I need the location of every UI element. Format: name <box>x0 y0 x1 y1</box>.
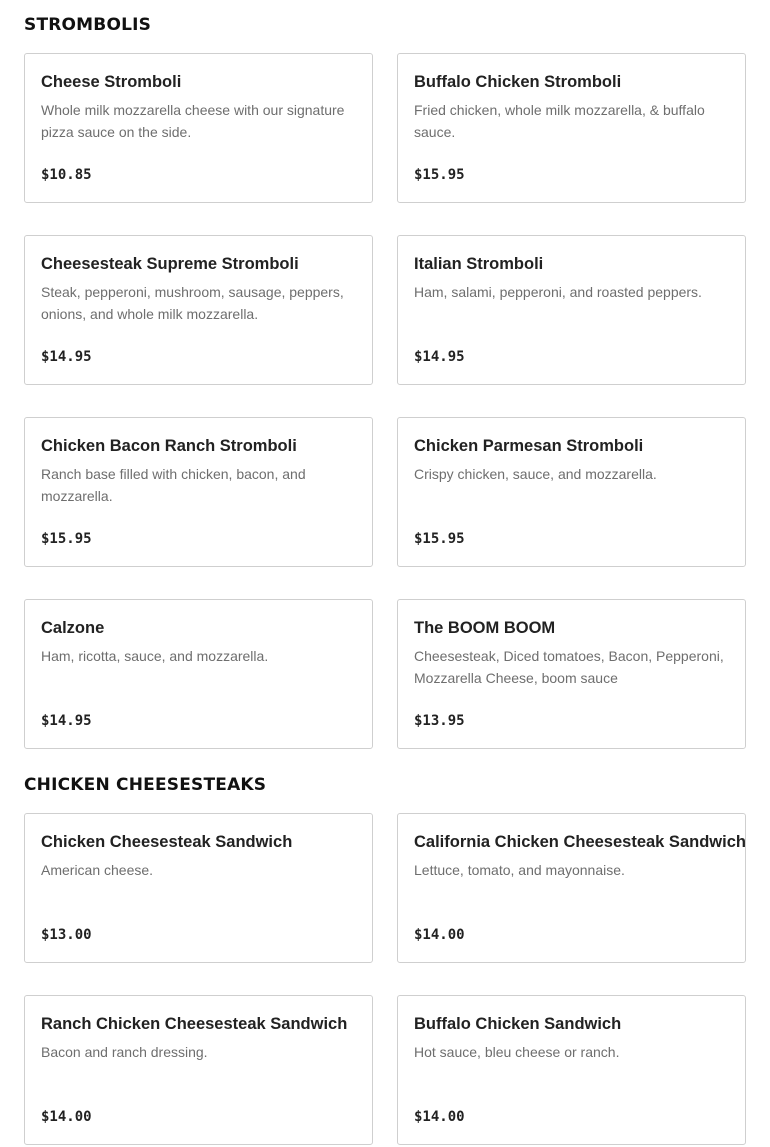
menu-item-description: Cheesesteak, Diced tomatoes, Bacon, Pepperoni, Mozzarella Cheese, boom sauce <box>414 648 724 686</box>
menu-item-card[interactable] <box>397 995 746 1145</box>
menu-item-price: $14.00 <box>414 927 465 943</box>
menu-item-name: Buffalo Chicken Sandwich <box>414 1015 622 1033</box>
menu-item-description: Fried chicken, whole milk mozzarella, & buffalo sauce. <box>414 102 705 140</box>
menu-item-card[interactable] <box>24 599 373 749</box>
chicken-cheesesteaks-menu-grid <box>24 813 746 1145</box>
menu-item-name: Buffalo Chicken Stromboli <box>414 73 622 91</box>
menu-item-description: Crispy chicken, sauce, and mozzarella. <box>414 466 657 482</box>
menu-item-name: Cheesesteak Supreme Stromboli <box>41 255 299 273</box>
menu-item-name: California Chicken Cheesesteak Sandwich <box>414 833 746 851</box>
menu-item-description: Ranch base filled with chicken, bacon, and mozzarella. <box>41 466 306 504</box>
menu-item-name: Calzone <box>41 619 105 637</box>
menu-item-card[interactable] <box>24 417 373 567</box>
menu-item-price: $15.95 <box>414 167 465 183</box>
strombolis-menu-grid <box>24 53 746 749</box>
menu-item-card[interactable] <box>397 417 746 567</box>
menu-item-card[interactable] <box>397 813 746 963</box>
menu-item-card[interactable] <box>24 995 373 1145</box>
menu-item-name: The BOOM BOOM <box>414 619 556 637</box>
menu-item-description: Bacon and ranch dressing. <box>41 1044 208 1060</box>
menu-item-name: Italian Stromboli <box>414 255 544 273</box>
menu-item-price: $13.95 <box>414 713 465 729</box>
menu-item-card[interactable] <box>24 813 373 963</box>
menu-item-name: Cheese Stromboli <box>41 73 182 91</box>
menu-item-card[interactable] <box>397 53 746 203</box>
section-title-chicken-cheesesteaks: CHICKEN CHEESESTEAKS <box>24 775 267 795</box>
menu-item-name: Chicken Bacon Ranch Stromboli <box>41 437 297 455</box>
menu-item-description: Whole milk mozzarella cheese with our signature pizza sauce on the side. <box>41 102 345 140</box>
menu-item-price: $14.00 <box>41 1109 92 1125</box>
menu-item-name: Chicken Parmesan Stromboli <box>414 437 644 455</box>
menu-item-price: $14.00 <box>414 1109 465 1125</box>
menu-item-description: Ham, ricotta, sauce, and mozzarella. <box>41 648 269 664</box>
section-title-strombolis: STROMBOLIS <box>24 15 152 35</box>
menu-item-card[interactable] <box>24 235 373 385</box>
menu-item-price: $15.95 <box>414 531 465 547</box>
menu-item-price: $14.95 <box>41 713 92 729</box>
menu-item-description: Lettuce, tomato, and mayonnaise. <box>414 862 625 878</box>
menu-item-price: $10.85 <box>41 167 92 183</box>
menu-item-price: $13.00 <box>41 927 92 943</box>
menu-item-price: $14.95 <box>414 349 465 365</box>
menu-item-card[interactable] <box>397 235 746 385</box>
menu-item-name: Ranch Chicken Cheesesteak Sandwich <box>41 1015 348 1033</box>
menu-item-card[interactable] <box>397 599 746 749</box>
menu-item-description: American cheese. <box>41 862 154 878</box>
menu-item-description: Ham, salami, pepperoni, and roasted peppers. <box>414 284 702 300</box>
menu-item-description: Hot sauce, bleu cheese or ranch. <box>414 1044 620 1060</box>
menu-item-price: $14.95 <box>41 349 92 365</box>
menu-item-name: Chicken Cheesesteak Sandwich <box>41 833 293 851</box>
menu-item-price: $15.95 <box>41 531 92 547</box>
menu-item-description: Steak, pepperoni, mushroom, sausage, peppers, onions, and whole milk mozzarella. <box>41 284 344 322</box>
menu-item-card[interactable] <box>24 53 373 203</box>
